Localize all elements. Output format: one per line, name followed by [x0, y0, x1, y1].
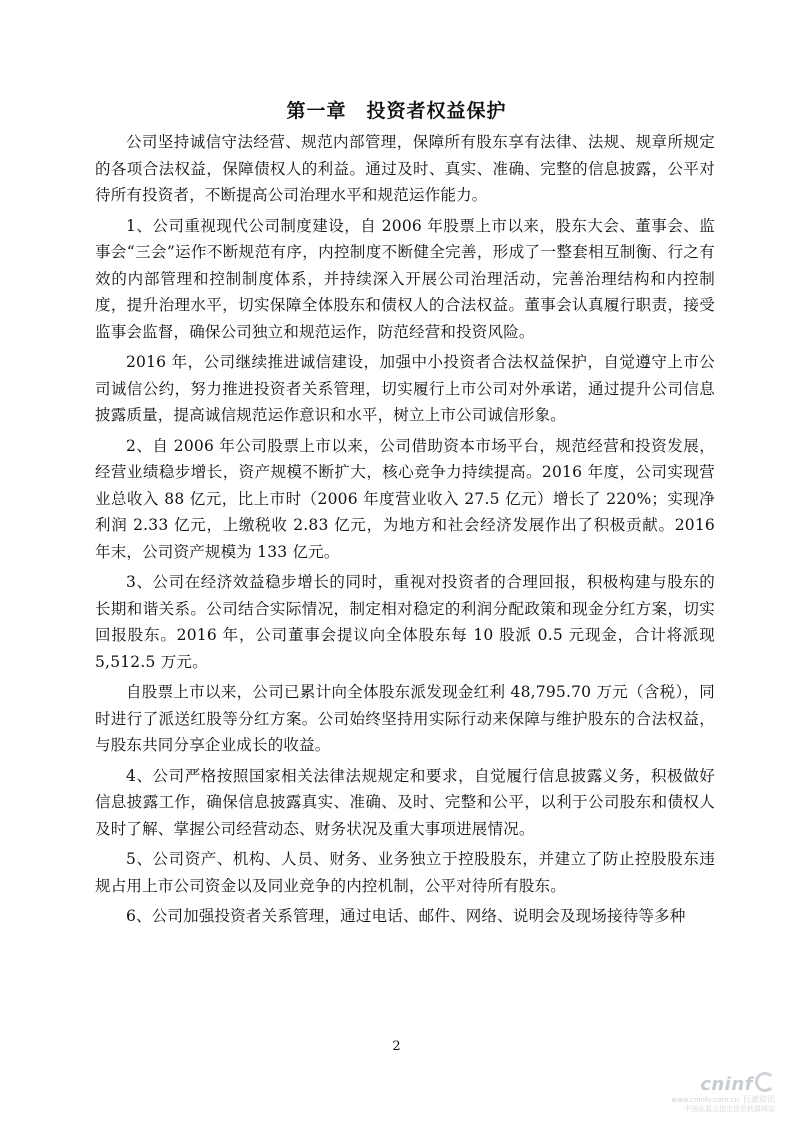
watermark-logo: cninf [700, 1074, 753, 1095]
watermark-cn-name: 巨潮资讯 [743, 1095, 775, 1104]
paragraph-item-5: 5、公司资产、机构、人员、财务、业务独立于控股股东，并建立了防止控股股东违规占用上市公司资金以及同业竞争的内控机制，公平对待所有股东。 [95, 850, 715, 895]
paragraph-item-3: 3、公司在经济效益稳步增长的同时，重视对投资者的合理回报，积极构建与股东的长期和谐关系。公司结合实际情况，制定相对稳定的利润分配政策和现金分红方案，切实回报股东。2016 年，公司董事会提议向全体股东每 10 股派 0.5 元现金，合计将派现 5,512.5 万元。 [95, 573, 715, 671]
page-number: 2 [392, 1039, 401, 1054]
watermark-org: 中国证监会指定信息披露网站 [684, 1105, 775, 1113]
paragraph-2016-integrity: 2016 年，公司继续推进诚信建设，加强中小投资者合法权益保护，自觉遵守上市公司诚信公约，努力推进投资者关系管理，切实履行上市公司对外承诺，通过提升公司信息披露质量，提高诚信规范运作意识和水平，树立上市公司诚信形象。 [95, 353, 715, 424]
paragraph-dividends: 自股票上市以来，公司已累计向全体股东派发现金红利 48,795.70 万元（含税），同时进行了派送红股等分红方案。公司始终坚持用实际行动来保障与维护股东的合法权益，与股东共同分享企业成长的收益。 [95, 683, 715, 754]
chapter-title: 第一章 投资者权益保护 [286, 100, 507, 122]
paragraph-intro: 公司坚持诚信守法经营、规范内部管理，保障所有股东享有法律、法规、规章所规定的各项合法权益，保障债权人的利益。通过及时、真实、准确、完整的信息披露，公平对待所有投资者，不断提高公司治理水平和规范运作能力。 [95, 133, 715, 204]
paragraph-item-1: 1、公司重视现代公司制度建设，自 2006 年股票上市以来，股东大会、董事会、监事会“三会”运作不断规范有序，内控制度不断健全完善，形成了一整套相互制衡、行之有效的内部管理和控制制度体系，并持续深入开展公司治理活动，完善治理结构和内控制度，提升治理水平，切实保障全体股东和债权人的合法权益。董事会认真履行职责，接受监事会监督，确保公司独立和规范运作，防范经营和投资风险。 [95, 216, 715, 341]
paragraph-item-4: 4、公司严格按照国家相关法律法规规定和要求，自觉履行信息披露义务，积极做好信息披露工作，确保信息披露真实、准确、及时、完整和公平，以利于公司股东和债权人及时了解、掌握公司经营动态、财务状况及重大事项进展情况。 [95, 766, 715, 838]
paragraph-item-6: 6、公司加强投资者关系管理，通过电话、邮件、网络、说明会及现场接待等多种 [126, 907, 686, 925]
paragraph-item-2: 2、自 2006 年公司股票上市以来，公司借助资本市场平台，规范经营和投资发展，经营业绩稳步增长，资产规模不断扩大，核心竞争力持续提高。2016 年度，公司实现营业总收入 88 亿元，比上市时（2006 年度营业收入 27.5 亿元）增长了 220%；实现净利润 2.33 亿元，上缴税收 2.83 亿元，为地方和社会经济发展作出了积极贡献。2016 年末，公司资产规模为 133 亿元。 [95, 436, 715, 561]
swirl-icon [755, 1072, 775, 1092]
watermark-url: www.cninfo.com.cn [671, 1096, 739, 1104]
body-text [95, 129, 715, 934]
cninfo-watermark [665, 1072, 775, 1114]
